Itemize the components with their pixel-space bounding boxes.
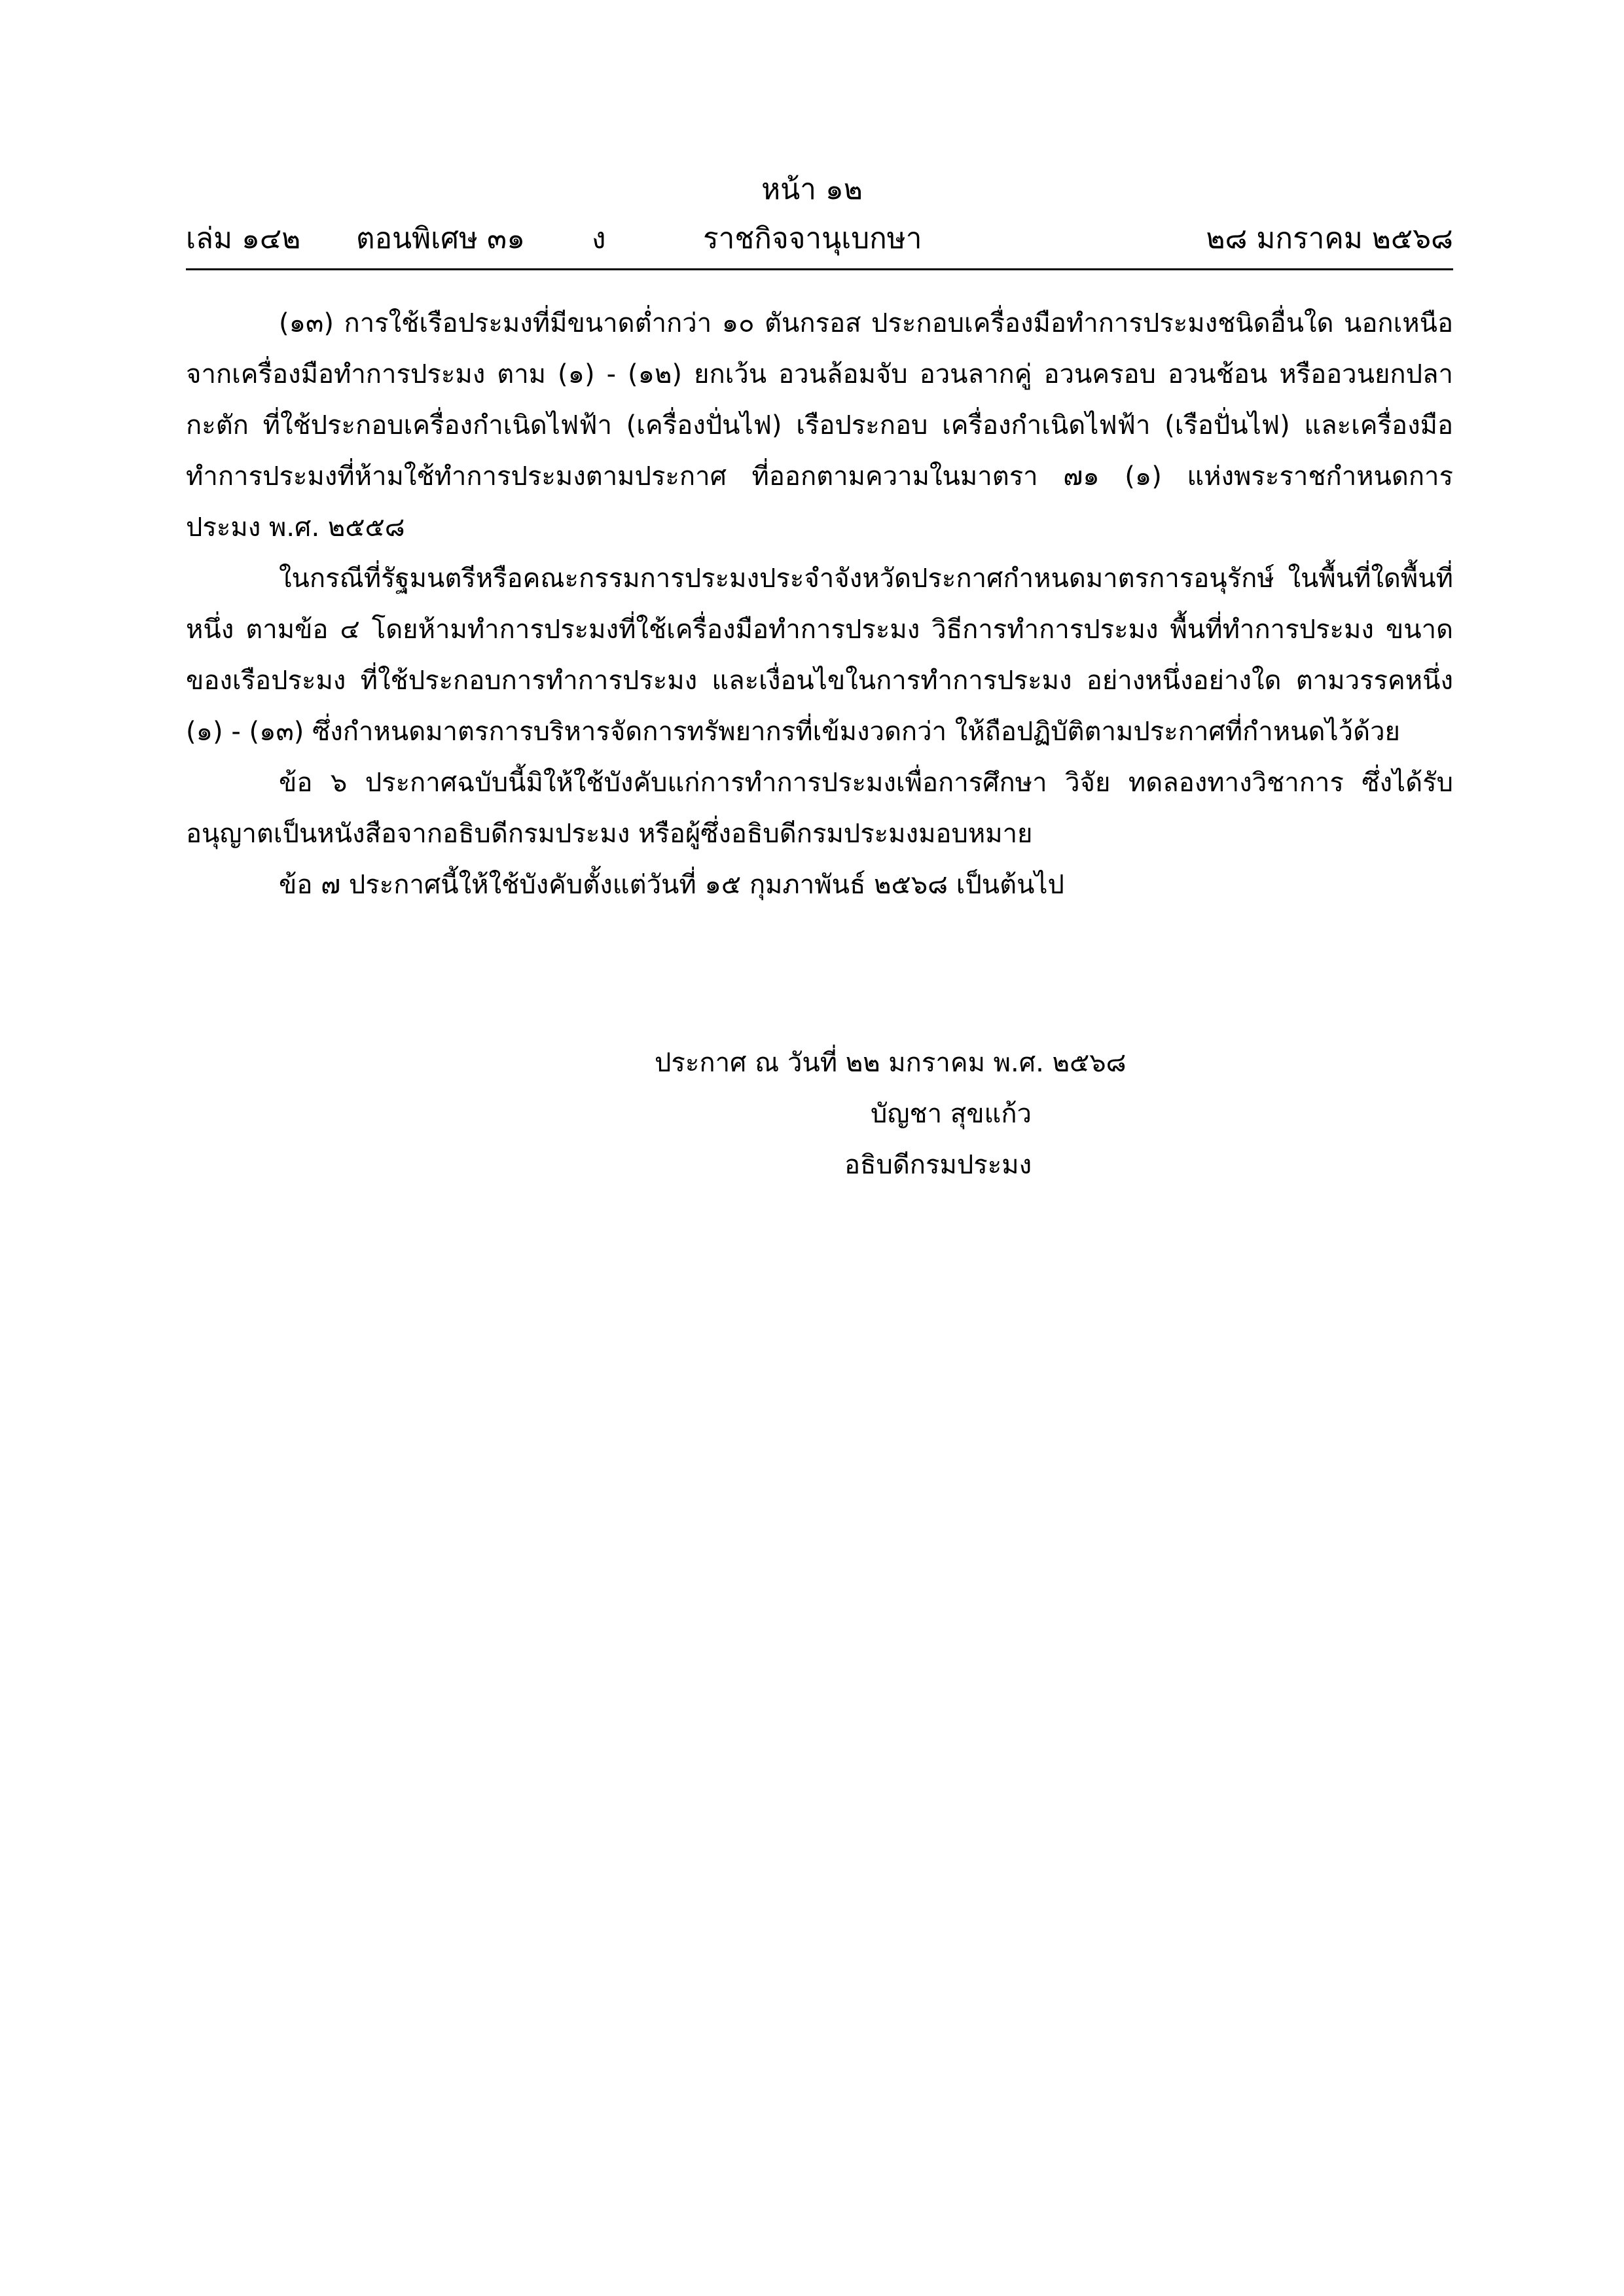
header-date: ๒๘ มกราคม ๒๕๖๘ [1206, 222, 1453, 255]
page-number: หน้า ๑๒ [761, 173, 863, 206]
document-body [186, 298, 1453, 910]
header-gazette-name: ราชกิจจานุเบกษา [703, 222, 922, 255]
header-divider [186, 268, 1453, 270]
paragraph-item-13: (๑๓) การใช้เรือประมงที่มีขนาดต่ำกว่า ๑๐ ตันกรอส ประกอบเครื่องมือทำการประมงชนิดอื่นใด นอกเหนือจากเครื่องมือทำการประมง ตาม (๑) - (๑๒) ยกเว้น อวนล้อมจับ อวนลากคู่ อวนครอบ อวนช้อน หรืออวนยกปลากะตัก ที่ใช้ประกอบเครื่องกำเนิดไฟฟ้า (เครื่องปั่นไฟ) เรือประกอบ เครื่องกำเนิดไฟฟ้า (เรือปั่นไฟ) และเครื่องมือทำการประมงที่ห้ามใช้ทำการประมงตามประกาศ ที่ออกตามความในมาตรา ๗๑ (๑) แห่งพระราชกำหนดการประมง พ.ศ. ๒๕๕๘ [186, 308, 1453, 543]
gazette-header [186, 219, 1453, 265]
header-volume: เล่ม ๑๔๒ [186, 222, 301, 255]
header-section: ตอนพิเศษ ๓๑ [356, 222, 526, 255]
announcement-date: ประกาศ ณ วันที่ ๒๒ มกราคม พ.ศ. ๒๕๖๘ [655, 1048, 1127, 1078]
signatory-name: บัญชา สุขแก้ว [871, 1099, 1032, 1129]
paragraph-clause-6: ข้อ ๖ ประกาศฉบับนี้มิให้ใช้บังคับแก่การทำการประมงเพื่อการศึกษา วิจัย ทดลองทางวิชาการ ซึ่งได้รับอนุญาตเป็นหนังสือจากอธิบดีกรมประมง หรือผู้ซึ่งอธิบดีกรมประมงมอบหมาย [186, 768, 1453, 849]
signature-block [655, 1037, 1309, 1191]
header-type: ง [592, 222, 606, 255]
paragraph-clause-7: ข้อ ๗ ประกาศนี้ให้ใช้บังคับตั้งแต่วันที่ ๑๕ กุมภาพันธ์ ๒๕๖๘ เป็นต้นไป [279, 870, 1064, 900]
signatory-title: อธิบดีกรมประมง [844, 1150, 1032, 1180]
paragraph-conservation-measures: ในกรณีที่รัฐมนตรีหรือคณะกรรมการประมงประจำจังหวัดประกาศกำหนดมาตรการอนุรักษ์ ในพื้นที่ใดพื้นที่หนึ่ง ตามข้อ ๔ โดยห้ามทำการประมงที่ใช้เครื่องมือทำการประมง วิธีการทำการประมง พื้นที่ทำการประมง ขนาดของเรือประมง ที่ใช้ประกอบการทำการประมง และเงื่อนไขในการทำการประมง อย่างหนึ่งอย่างใด ตามวรรคหนึ่ง (๑) - (๑๓) ซึ่งกำหนดมาตรการบริหารจัดการทรัพยากรที่เข้มงวดกว่า ให้ถือปฏิบัติตามประกาศที่กำหนดไว้ด้วย [186, 564, 1453, 747]
